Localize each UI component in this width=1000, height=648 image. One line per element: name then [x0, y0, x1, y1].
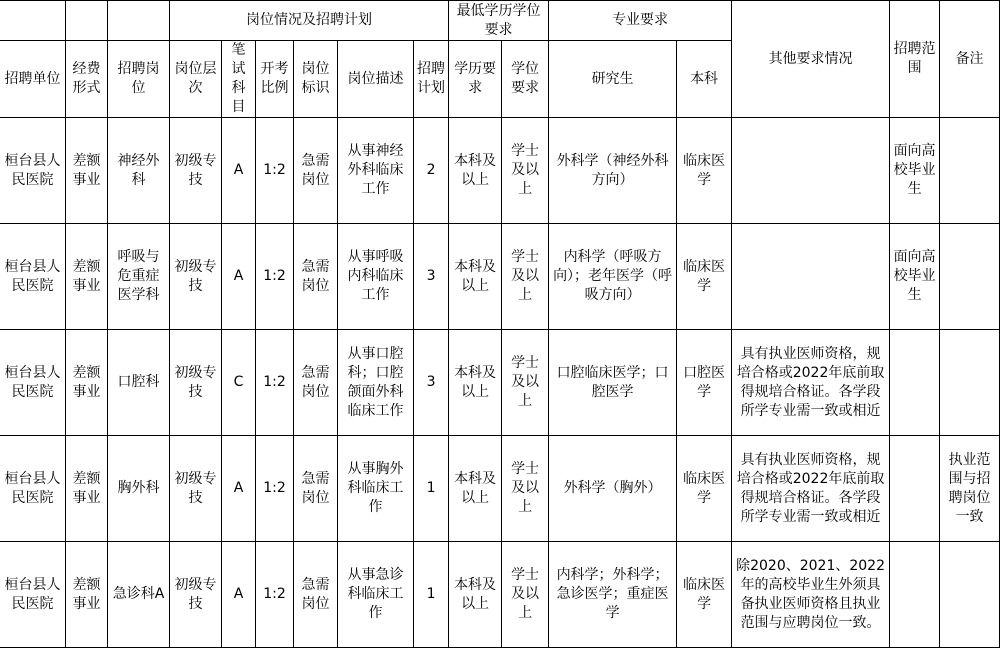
- cell-remarks: [940, 542, 1000, 648]
- cell-level: 初级专技: [170, 436, 222, 542]
- cell-scope: [890, 542, 940, 648]
- cell-exam: C: [222, 330, 256, 436]
- header-edu: 学历要求: [449, 41, 502, 118]
- cell-level: 初级专技: [170, 118, 222, 224]
- cell-level: 初级专技: [170, 542, 222, 648]
- cell-grad: 口腔临床医学；口腔医学: [549, 330, 677, 436]
- cell-scope: 面向高校毕业生: [890, 224, 940, 330]
- cell-desc: 从事口腔科；口腔颌面外科临床工作: [338, 330, 414, 436]
- cell-level: 初级专技: [170, 330, 222, 436]
- header-row-top: [0, 1, 1000, 41]
- header-recruit-scope: 招聘范围: [890, 1, 940, 118]
- cell-edu: 本科及以上: [449, 330, 502, 436]
- cell-grad: 外科学（神经外科方向）: [549, 118, 677, 224]
- table-row: [0, 436, 1000, 542]
- header-desc: 岗位描述: [338, 41, 414, 118]
- cell-funding: 差额事业: [66, 436, 108, 542]
- table-row: [0, 330, 1000, 436]
- cell-degree: 学士及以上: [502, 224, 549, 330]
- cell-desc: 从事急诊科临床工作: [338, 542, 414, 648]
- cell-undergrad: 临床医学: [677, 542, 732, 648]
- cell-unit: 桓台县人民医院: [0, 330, 66, 436]
- cell-desc: 从事神经外科临床工作: [338, 118, 414, 224]
- header-remarks: 备注: [940, 1, 1000, 118]
- header-unit: 招聘单位: [0, 41, 66, 118]
- header-blank: [0, 1, 66, 41]
- cell-other: [732, 224, 890, 330]
- cell-undergrad: 临床医学: [677, 436, 732, 542]
- cell-undergrad: 临床医学: [677, 224, 732, 330]
- header-group-major: 专业要求: [549, 1, 732, 41]
- cell-edu: 本科及以上: [449, 224, 502, 330]
- cell-remarks: [940, 330, 1000, 436]
- header-funding: 经费形式: [66, 41, 108, 118]
- cell-plan: 1: [414, 542, 449, 648]
- cell-degree: 学士及以上: [502, 330, 549, 436]
- header-group-education: 最低学历学位要求: [449, 1, 549, 41]
- cell-ratio: 1:2: [256, 224, 294, 330]
- cell-other: [732, 118, 890, 224]
- cell-funding: 差额事业: [66, 330, 108, 436]
- cell-desc: 从事胸外科临床工作: [338, 436, 414, 542]
- cell-tag: 急需岗位: [294, 330, 338, 436]
- header-undergrad: 本科: [677, 41, 732, 118]
- cell-edu: 本科及以上: [449, 118, 502, 224]
- cell-unit: 桓台县人民医院: [0, 118, 66, 224]
- cell-plan: 3: [414, 330, 449, 436]
- cell-tag: 急需岗位: [294, 224, 338, 330]
- cell-post: 呼吸与危重症医学科: [108, 224, 170, 330]
- cell-post: 急诊科A: [108, 542, 170, 648]
- cell-exam: A: [222, 118, 256, 224]
- cell-other: 具有执业医师资格，规培合格或2022年底前取得规培合格证。各学段所学专业需一致或相近: [732, 330, 890, 436]
- cell-remarks: [940, 224, 1000, 330]
- table-row: [0, 542, 1000, 648]
- header-grad: 研究生: [549, 41, 677, 118]
- cell-undergrad: 临床医学: [677, 118, 732, 224]
- cell-grad: 外科学（胸外）: [549, 436, 677, 542]
- cell-ratio: 1:2: [256, 542, 294, 648]
- header-blank: [66, 1, 108, 41]
- cell-degree: 学士及以上: [502, 436, 549, 542]
- cell-remarks: 执业范围与招聘岗位一致: [940, 436, 1000, 542]
- header-degree: 学位要求: [502, 41, 549, 118]
- cell-degree: 学士及以上: [502, 542, 549, 648]
- header-tag: 岗位标识: [294, 41, 338, 118]
- cell-other: 除2020、2021、2022年的高校毕业生外须具备执业医师资格且执业范围与应聘岗位一致。: [732, 542, 890, 648]
- cell-exam: A: [222, 436, 256, 542]
- cell-post: 胸外科: [108, 436, 170, 542]
- cell-unit: 桓台县人民医院: [0, 224, 66, 330]
- cell-tag: 急需岗位: [294, 118, 338, 224]
- cell-other: 具有执业医师资格，规培合格或2022年底前取得规培合格证。各学段所学专业需一致或相近: [732, 436, 890, 542]
- header-group-position: 岗位情况及招聘计划: [170, 1, 449, 41]
- cell-grad: 内科学（呼吸方向）；老年医学（呼吸方向）: [549, 224, 677, 330]
- cell-level: 初级专技: [170, 224, 222, 330]
- cell-tag: 急需岗位: [294, 542, 338, 648]
- header-plan: 招聘计划: [414, 41, 449, 118]
- cell-scope: [890, 330, 940, 436]
- cell-edu: 本科及以上: [449, 542, 502, 648]
- cell-scope: [890, 436, 940, 542]
- cell-exam: A: [222, 224, 256, 330]
- cell-post: 口腔科: [108, 330, 170, 436]
- cell-ratio: 1:2: [256, 436, 294, 542]
- cell-tag: 急需岗位: [294, 436, 338, 542]
- cell-plan: 1: [414, 436, 449, 542]
- header-ratio: 开考比例: [256, 41, 294, 118]
- cell-ratio: 1:2: [256, 118, 294, 224]
- cell-ratio: 1:2: [256, 330, 294, 436]
- header-exam: 笔试科目: [222, 41, 256, 118]
- cell-unit: 桓台县人民医院: [0, 436, 66, 542]
- cell-desc: 从事呼吸内科临床工作: [338, 224, 414, 330]
- cell-plan: 2: [414, 118, 449, 224]
- table-row: [0, 118, 1000, 224]
- cell-scope: 面向高校毕业生: [890, 118, 940, 224]
- cell-exam: A: [222, 542, 256, 648]
- cell-funding: 差额事业: [66, 224, 108, 330]
- cell-remarks: [940, 118, 1000, 224]
- cell-grad: 内科学；外科学；急诊医学；重症医学: [549, 542, 677, 648]
- header-blank: [108, 1, 170, 41]
- header-other-requirements: 其他要求情况: [732, 1, 890, 118]
- table-row: [0, 224, 1000, 330]
- header-post: 招聘岗位: [108, 41, 170, 118]
- cell-post: 神经外科: [108, 118, 170, 224]
- cell-funding: 差额事业: [66, 118, 108, 224]
- cell-funding: 差额事业: [66, 542, 108, 648]
- cell-degree: 学士及以上: [502, 118, 549, 224]
- cell-plan: 3: [414, 224, 449, 330]
- cell-unit: 桓台县人民医院: [0, 542, 66, 648]
- cell-edu: 本科及以上: [449, 436, 502, 542]
- header-level: 岗位层次: [170, 41, 222, 118]
- cell-undergrad: 口腔医学: [677, 330, 732, 436]
